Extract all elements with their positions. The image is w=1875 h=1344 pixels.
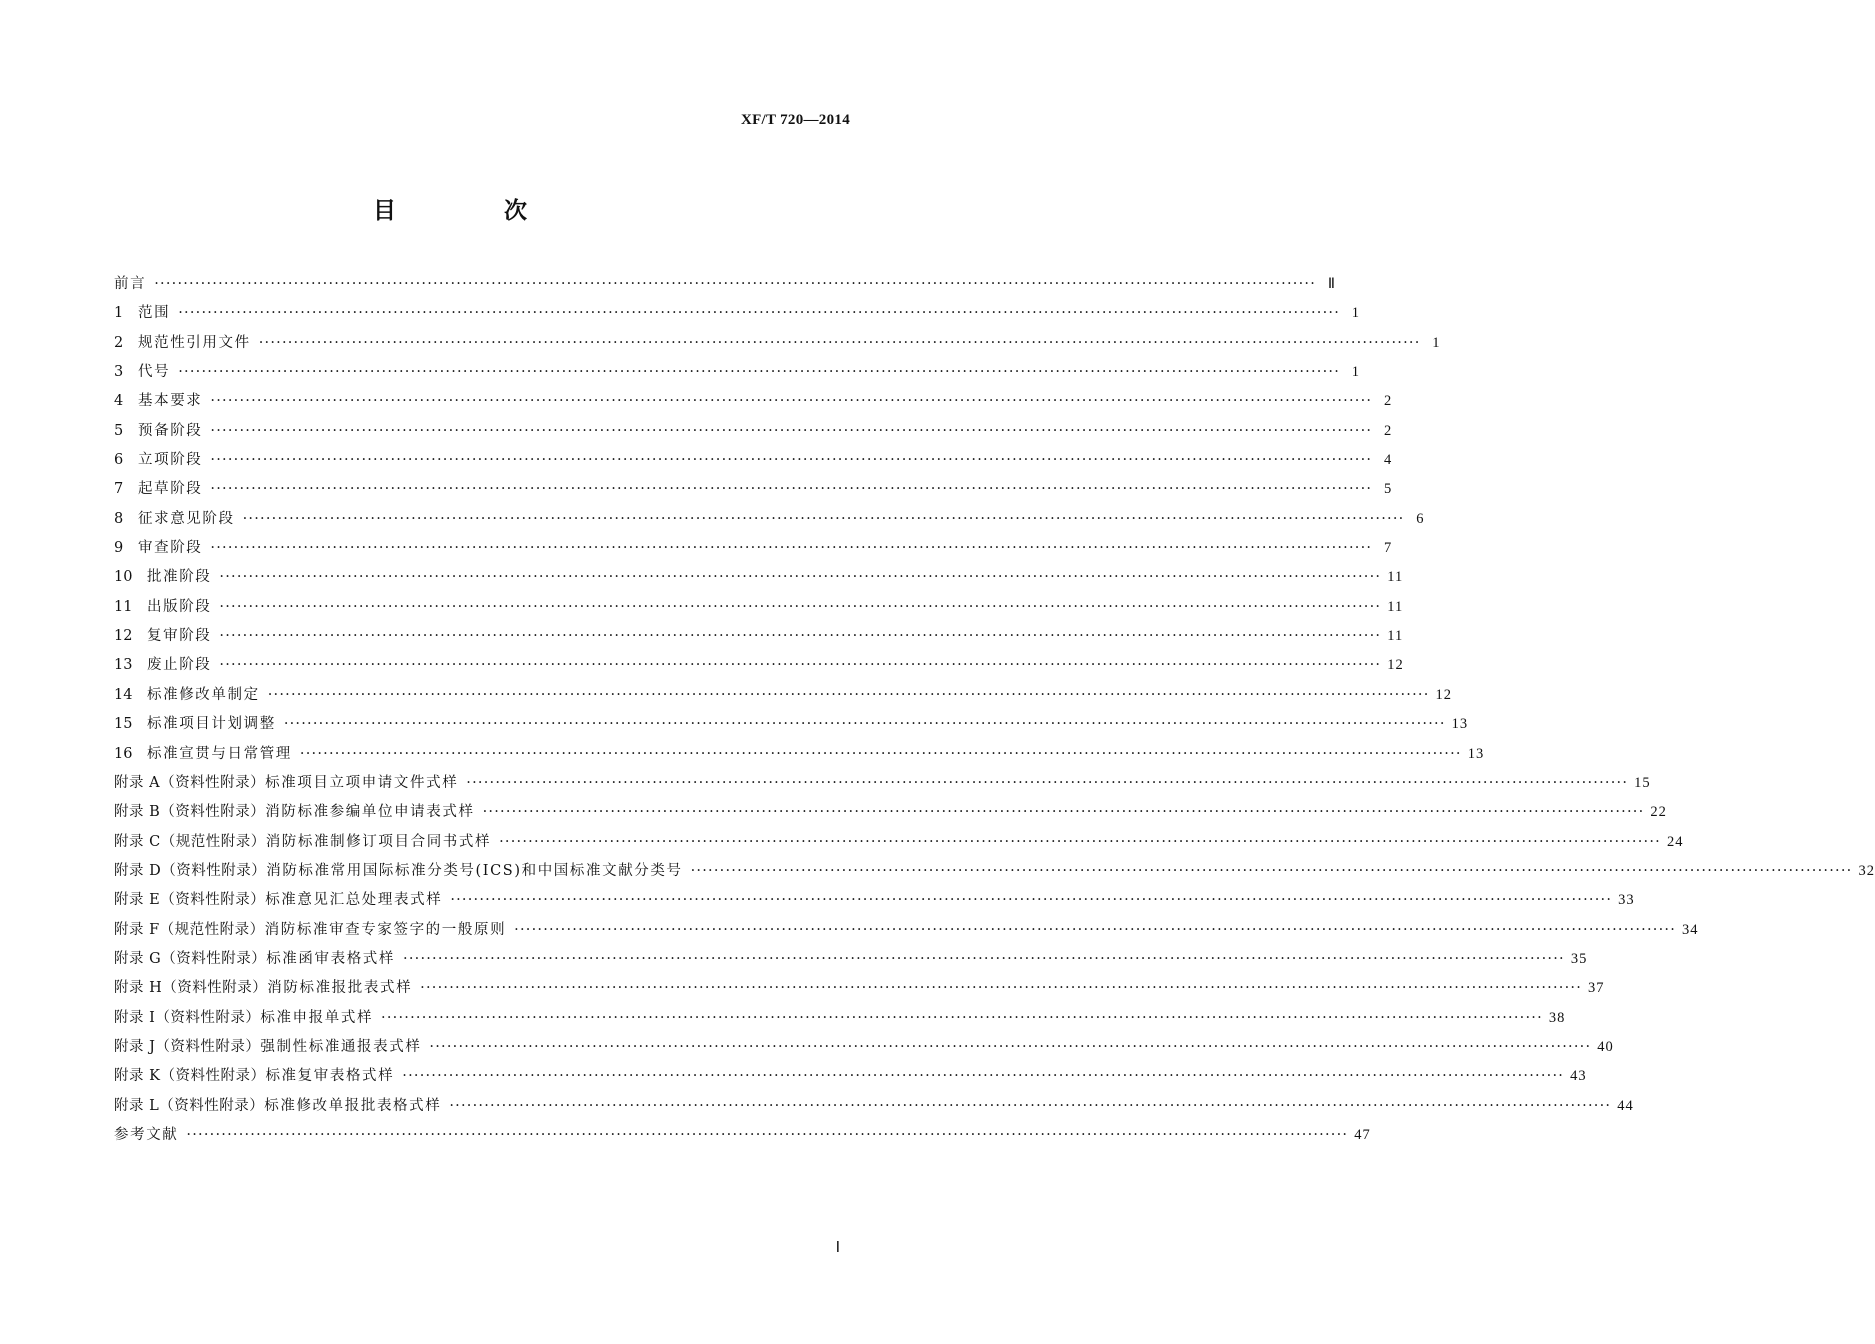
toc-entry[interactable]	[114, 622, 1404, 651]
appendix-id: 附录 I（资料性附录）	[114, 1009, 261, 1026]
toc-leader-dots: ········································································································································································································	[482, 804, 1645, 821]
toc-entry[interactable]	[114, 358, 1361, 387]
toc-leader-dots: ········································································································································································································	[403, 950, 1565, 967]
toc-entry-label: 强制性标准通报表式样	[260, 1038, 422, 1055]
toc-entry[interactable]	[114, 505, 1425, 534]
toc-entry-page: 35	[1570, 950, 1588, 967]
toc-leader-dots: ········································································································································································································	[242, 510, 1405, 527]
toc-entry-number: 9	[114, 540, 124, 557]
toc-entry-page: 15	[1634, 774, 1651, 791]
toc-entry-label: 预备阶段	[138, 422, 203, 439]
toc-entry[interactable]	[114, 651, 1404, 680]
document-code: XF/T 720—2014	[740, 112, 850, 128]
footer-page-number: Ⅰ	[835, 1240, 840, 1256]
toc-leader-dots: ········································································································································································································	[210, 540, 1373, 557]
toc-appendix-entry[interactable]	[114, 857, 1875, 886]
toc-entry-number: 8	[114, 510, 124, 527]
toc-entry-page: 34	[1682, 921, 1699, 938]
toc-entry-number: 13	[114, 657, 133, 674]
appendix-id: 附录 G（资料性附录）	[114, 950, 267, 967]
toc-entry-number: 2	[114, 334, 124, 351]
toc-entry-label: 消防标准参编单位申请表式样	[265, 804, 475, 821]
page-title: 目 次	[372, 198, 577, 224]
appendix-id: 附录 D（资料性附录）	[114, 862, 267, 879]
appendix-id: 附录 J（资料性附录）	[114, 1038, 261, 1055]
toc-appendix-entry[interactable]	[114, 886, 1635, 915]
appendix-id: 附录 A（资料性附录）	[114, 774, 266, 791]
toc-entry-label: 起草阶段	[138, 481, 203, 498]
toc-entry-page: 11	[1387, 598, 1404, 615]
toc-appendix-entry[interactable]	[114, 1033, 1614, 1062]
toc-entry-label: 参考文献	[114, 1126, 179, 1143]
toc-entry-number: 10	[114, 569, 133, 586]
toc-entry-number: 15	[114, 716, 133, 733]
toc-leader-dots: ········································································································································································································	[178, 364, 1341, 381]
toc-entry-label: 复审阶段	[147, 628, 212, 645]
toc-leader-dots: ········································································································································································································	[219, 598, 1382, 615]
toc-entry-number: 12	[114, 628, 133, 645]
toc-entry-page: 12	[1387, 657, 1404, 674]
appendix-id: 附录 H（资料性附录）	[114, 980, 268, 997]
toc-leader-dots: ········································································································································································································	[450, 892, 1613, 909]
toc-entry-page: 1	[1432, 334, 1441, 351]
toc-entry-label: 标准项目计划调整	[147, 716, 276, 733]
toc-leader-dots: ········································································································································································································	[283, 716, 1446, 733]
toc-leader-dots: ········································································································································································································	[219, 628, 1382, 645]
appendix-id: 附录 B（资料性附录）	[114, 804, 266, 821]
toc-leader-dots: ········································································································································································································	[219, 657, 1382, 674]
toc-leader-dots: ········································································································································································································	[381, 1009, 1543, 1026]
toc-entry-page: 22	[1650, 804, 1667, 821]
toc-leader-dots: ········································································································································································································	[449, 1097, 1612, 1114]
toc-entry-label: 消防标准制修订项目合同书式样	[265, 833, 492, 850]
toc-appendix-entry[interactable]	[114, 798, 1667, 827]
toc-entry-number: 5	[114, 422, 124, 439]
toc-entry-page: 37	[1588, 980, 1605, 997]
toc-leader-dots: ········································································································································································································	[499, 833, 1661, 850]
appendix-id: 附录 F（规范性附录）	[114, 921, 265, 938]
toc-entry-page: 38	[1548, 1009, 1566, 1026]
toc-entry-label: 废止阶段	[147, 657, 212, 674]
toc-entry-page: Ⅱ	[1327, 276, 1337, 292]
toc-entry[interactable]	[114, 446, 1393, 475]
toc-entry-label: 范围	[138, 305, 171, 322]
toc-entry-page: 43	[1570, 1068, 1587, 1085]
toc-entry-number: 6	[114, 452, 124, 469]
toc-entry-page: 47	[1354, 1126, 1371, 1143]
toc-entry-label: 标准函审表格式样	[266, 950, 396, 967]
toc-appendix-entry[interactable]	[114, 769, 1651, 798]
toc-entry-references[interactable]	[114, 1121, 1371, 1150]
toc-leader-dots: ········································································································································································································	[210, 481, 1373, 498]
toc-entry-label: 批准阶段	[147, 569, 212, 586]
toc-entry-page: 11	[1387, 569, 1404, 586]
toc-leader-dots: ········································································································································································································	[466, 774, 1629, 791]
appendix-id: 附录 K（资料性附录）	[114, 1068, 266, 1085]
toc-entry-label: 出版阶段	[147, 598, 212, 615]
toc-entry[interactable]	[114, 417, 1393, 446]
toc-entry-page: 32	[1858, 862, 1875, 879]
toc-leader-dots: ········································································································································································································	[210, 393, 1373, 410]
toc-leader-dots: ········································································································································································································	[210, 422, 1373, 439]
toc-leader-dots: ········································································································································································································	[154, 276, 1317, 292]
toc-entry-page: 1	[1351, 364, 1361, 381]
toc-entry[interactable]	[114, 299, 1361, 328]
toc-leader-dots: ········································································································································································································	[429, 1038, 1592, 1055]
toc-entry[interactable]	[114, 270, 1337, 299]
toc-entry-page: 12	[1435, 686, 1453, 703]
toc-appendix-entry[interactable]	[114, 974, 1605, 1003]
toc-leader-dots: ········································································································································································································	[690, 862, 1853, 879]
toc-appendix-entry[interactable]	[114, 1092, 1634, 1121]
toc-entry-label: 规范性引用文件	[138, 334, 251, 351]
toc-appendix-entry[interactable]	[114, 916, 1699, 945]
toc-entry-label: 基本要求	[138, 393, 203, 410]
toc-entry-label: 标准复审表格式样	[265, 1068, 395, 1085]
toc-entry-label: 标准修改单制定	[147, 686, 260, 703]
toc-leader-dots: ········································································································································································································	[402, 1068, 1565, 1085]
toc-leader-dots: ········································································································································································································	[267, 686, 1430, 703]
toc-entry-label: 标准项目立项申请文件式样	[265, 774, 459, 791]
toc-appendix-entry[interactable]	[114, 945, 1588, 974]
toc-entry-page: 13	[1451, 716, 1469, 733]
toc-entry-number: 1	[114, 305, 124, 322]
toc-entry-page: 7	[1383, 540, 1393, 557]
toc-leader-dots: ········································································································································································································	[420, 980, 1582, 997]
toc-entry-page: 5	[1383, 481, 1393, 498]
toc-entry-label: 前言	[114, 276, 147, 292]
table-of-contents	[114, 270, 1875, 1150]
toc-entry[interactable]	[114, 387, 1393, 416]
toc-entry[interactable]	[114, 681, 1453, 710]
toc-entry-page: 4	[1383, 452, 1393, 469]
toc-entry-page: 44	[1617, 1097, 1634, 1114]
toc-appendix-entry[interactable]	[114, 1062, 1587, 1091]
toc-entry[interactable]	[114, 534, 1393, 563]
toc-entry-page: 6	[1416, 510, 1425, 527]
toc-entry-label: 立项阶段	[138, 452, 203, 469]
toc-entry-label: 消防标准审查专家签字的一般原则	[264, 921, 507, 938]
toc-appendix-entry[interactable]	[114, 828, 1684, 857]
toc-entry-number: 11	[114, 598, 133, 615]
toc-entry-label: 标准宣贯与日常管理	[147, 745, 292, 762]
toc-entry-page: 33	[1618, 892, 1635, 909]
toc-leader-dots: ········································································································································································································	[299, 745, 1462, 762]
toc-entry-page: 2	[1383, 393, 1393, 410]
toc-entry-page: 11	[1387, 628, 1404, 645]
toc-entry-page: 2	[1383, 422, 1393, 439]
toc-entry[interactable]	[114, 740, 1485, 769]
toc-entry-label: 审查阶段	[138, 540, 203, 557]
appendix-id: 附录 C（规范性附录）	[114, 833, 266, 850]
toc-entry-number: 14	[114, 686, 133, 703]
toc-entry-number: 7	[114, 481, 124, 498]
toc-entry-label: 消防标准报批表式样	[267, 980, 413, 997]
toc-entry-label: 标准修改单报批表格式样	[264, 1097, 442, 1114]
toc-leader-dots: ········································································································································································································	[219, 569, 1382, 586]
appendix-id: 附录 E（资料性附录）	[114, 892, 266, 909]
toc-leader-dots: ········································································································································································································	[514, 921, 1676, 938]
toc-entry-label: 代号	[138, 364, 171, 381]
toc-appendix-entry[interactable]	[114, 1004, 1566, 1033]
toc-entry-number: 16	[114, 745, 133, 762]
toc-entry-page: 13	[1467, 745, 1485, 762]
toc-entry[interactable]	[114, 563, 1404, 592]
appendix-id: 附录 L（资料性附录）	[114, 1097, 265, 1114]
toc-leader-dots: ········································································································································································································	[186, 1126, 1349, 1143]
toc-entry-page: 24	[1666, 833, 1684, 850]
toc-entry-label: 标准意见汇总处理表式样	[265, 892, 443, 909]
toc-entry-label: 征求意见阶段	[138, 510, 235, 527]
toc-leader-dots: ········································································································································································································	[178, 305, 1341, 322]
toc-entry[interactable]	[114, 329, 1441, 358]
toc-entry-page: 40	[1597, 1038, 1614, 1055]
toc-entry-number: 3	[114, 364, 124, 381]
toc-entry-label: 标准申报单式样	[260, 1009, 374, 1026]
toc-leader-dots: ········································································································································································································	[258, 334, 1421, 351]
toc-entry[interactable]	[114, 475, 1393, 504]
toc-leader-dots: ········································································································································································································	[210, 452, 1373, 469]
toc-entry[interactable]	[114, 710, 1469, 739]
toc-entry-page: 1	[1351, 305, 1361, 322]
toc-entry[interactable]	[114, 593, 1404, 622]
toc-entry-number: 4	[114, 393, 124, 410]
toc-entry-label: 消防标准常用国际标准分类号(ICS)和中国标准文献分类号	[266, 862, 683, 879]
